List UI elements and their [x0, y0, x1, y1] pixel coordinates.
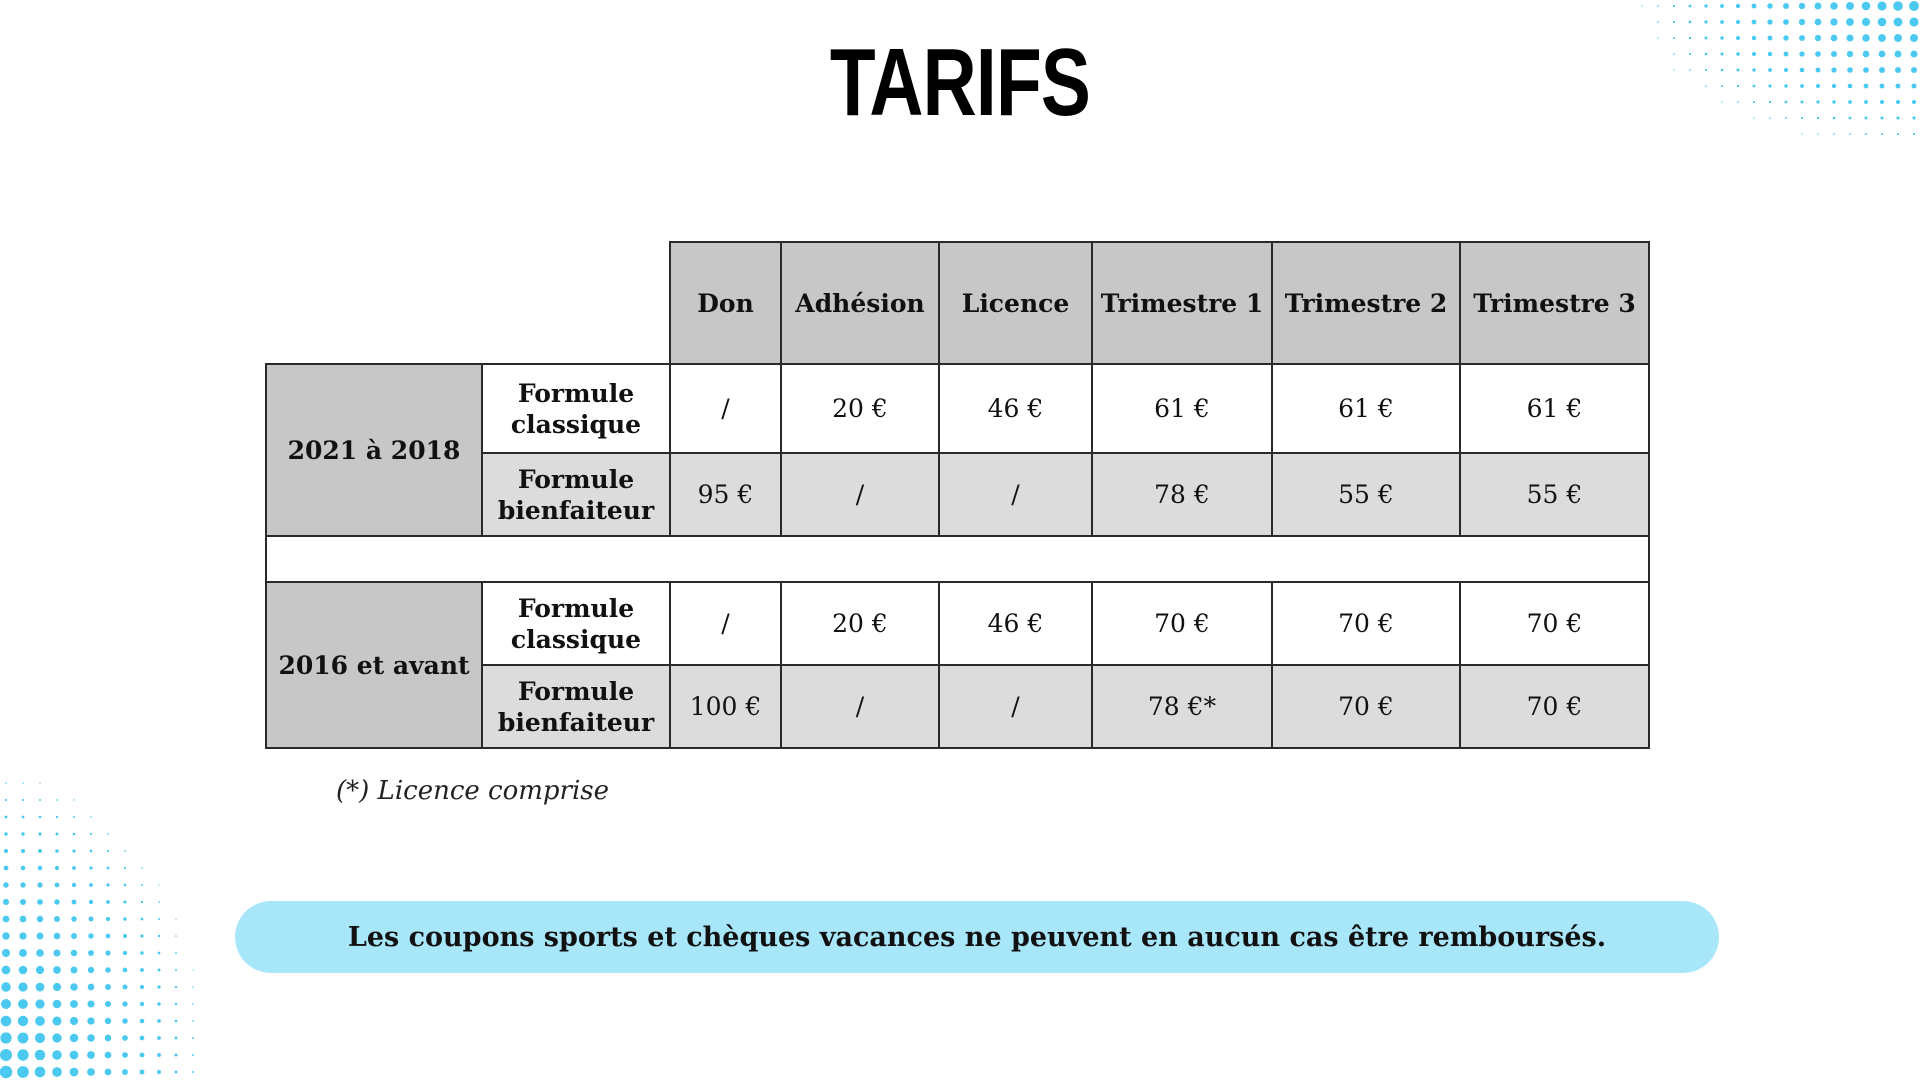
price-cell: /	[939, 453, 1092, 536]
price-cell: /	[939, 665, 1092, 748]
price-cell: 61 €	[1272, 364, 1460, 453]
table-row	[266, 364, 1649, 453]
formula-label-line2: classique	[510, 624, 642, 654]
formula-label	[482, 453, 670, 536]
formula-label-line1: Formule	[517, 464, 635, 494]
year-group-label: 2021 à 2018	[266, 364, 482, 536]
formula-label-line2: bienfaiteur	[497, 495, 655, 525]
price-cell: 46 €	[939, 364, 1092, 453]
price-cell: /	[781, 665, 939, 748]
formula-label-line2: bienfaiteur	[497, 707, 655, 737]
column-header-trimestre-3: Trimestre 3	[1460, 242, 1649, 364]
page-title: TARIFS	[829, 29, 1091, 136]
formula-label	[482, 582, 670, 665]
price-cell: 55 €	[1460, 453, 1649, 536]
price-cell: 46 €	[939, 582, 1092, 665]
price-cell: 70 €	[1092, 582, 1272, 665]
group-separator-row	[266, 536, 1649, 582]
formula-label-line1: Formule	[517, 593, 635, 623]
year-group-label: 2016 et avant	[266, 582, 482, 748]
refund-notice-text: Les coupons sports et chèques vacances ne peuvent en aucun cas être remboursés.	[347, 921, 1607, 953]
empty-corner	[266, 242, 670, 364]
price-cell: 78 €*	[1092, 665, 1272, 748]
price-cell: /	[670, 582, 781, 665]
price-cell: 61 €	[1092, 364, 1272, 453]
column-header-trimestre-2: Trimestre 2	[1272, 242, 1460, 364]
price-cell: 78 €	[1092, 453, 1272, 536]
formula-label-line1: Formule	[517, 676, 635, 706]
price-cell: 20 €	[781, 364, 939, 453]
price-cell: 20 €	[781, 582, 939, 665]
price-cell: /	[781, 453, 939, 536]
price-cell: 70 €	[1460, 665, 1649, 748]
footnote: (*) Licence comprise	[336, 776, 610, 806]
formula-label	[482, 364, 670, 453]
price-cell: 70 €	[1460, 582, 1649, 665]
column-header-don: Don	[670, 242, 781, 364]
formula-label	[482, 665, 670, 748]
dot-pattern-bottom-left	[0, 760, 260, 1080]
price-cell: 95 €	[670, 453, 781, 536]
price-cell: 70 €	[1272, 582, 1460, 665]
table-header-row	[266, 242, 1649, 364]
column-header-trimestre-1: Trimestre 1	[1092, 242, 1272, 364]
price-cell: 55 €	[1272, 453, 1460, 536]
group-separator	[266, 536, 1649, 582]
refund-notice-banner	[235, 901, 1719, 973]
price-cell: 61 €	[1460, 364, 1649, 453]
column-header-adhesion: Adhésion	[781, 242, 939, 364]
pricing-table	[265, 241, 1650, 749]
price-cell: 100 €	[670, 665, 781, 748]
table-row	[266, 582, 1649, 665]
price-cell: 70 €	[1272, 665, 1460, 748]
price-cell: /	[670, 364, 781, 453]
column-header-licence: Licence	[939, 242, 1092, 364]
formula-label-line2: classique	[510, 409, 642, 439]
formula-label-line1: Formule	[517, 378, 635, 408]
